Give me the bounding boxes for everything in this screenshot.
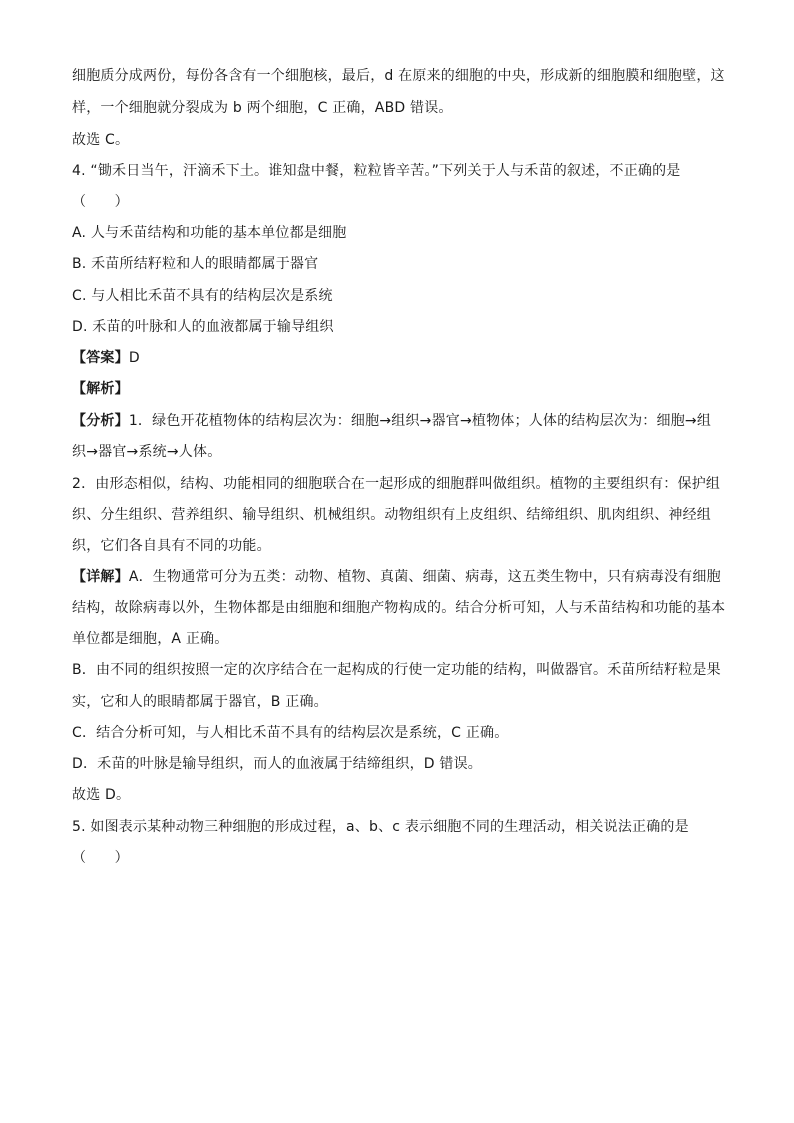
xiangjie-line-3: 单位都是细胞，A 正确。: [72, 631, 229, 647]
fenxi-tag: 【分析】: [72, 413, 129, 429]
prev-conclusion: 故选 C。: [72, 132, 130, 148]
question-5-stem: 5. 如图表示某种动物三种细胞的形成过程，a、b、c 表示细胞不同的生理活动，相关说法正确的是: [72, 819, 689, 835]
analysis-heading: [72, 379, 129, 399]
fenxi-line-2: 织→器官→系统→人体。: [72, 444, 222, 460]
question-4-option-a: A. 人与禾苗结构和功能的基本单位都是细胞: [72, 225, 347, 241]
answer-line: [72, 348, 140, 368]
prev-analysis-line-1: 细胞质分成两份，每份各含有一个细胞核，最后，d 在原来的细胞的中央，形成新的细胞膜和细胞壁，这: [72, 68, 725, 84]
question-4-stem: 4. “锄禾日当午，汗滴禾下土。谁知盘中餐，粒粒皆辛苦。”下列关于人与禾苗的叙述，不正确的是: [72, 163, 681, 179]
analysis-tag: 【解析】: [72, 381, 129, 397]
detail-d-line: D．禾苗的叶脉是输导组织，而人的血液属于结缔组织，D 错误。: [72, 756, 483, 772]
xiangjie-line-2: 结构，故除病毒以外，生物体都是由细胞和细胞产物构成的。结合分析可知，人与禾苗结构和功能的基本: [72, 600, 726, 616]
fenxi-text-1: 1．绿色开花植物体的结构层次为：细胞→组织→器官→植物体；人体的结构层次为：细胞→组: [128, 413, 712, 429]
xiangjie-text-1: A．生物通常可分为五类：动物、植物、真菌、细菌、病毒，这五类生物中，只有病毒没有细胞: [128, 569, 721, 585]
answer-tag: 【答案】: [72, 350, 129, 366]
xiangjie-tag: 【详解】: [72, 569, 129, 585]
answer-value: D: [128, 350, 140, 366]
detail-b-line-1: B．由不同的组织按照一定的次序结合在一起构成的行使一定功能的结构，叫做器官。禾苗所结籽粒是果: [72, 662, 721, 678]
question-4-option-c: C. 与人相比禾苗不具有的结构层次是系统: [72, 288, 333, 304]
question-4-conclusion: 故选 D。: [72, 787, 131, 803]
question-4-option-b: B. 禾苗所结籽粒和人的眼睛都属于器官: [72, 256, 319, 272]
xiangjie-line-1: [72, 567, 721, 587]
question-4-option-d: D. 禾苗的叶脉和人的血液都属于输导组织: [72, 319, 334, 335]
fenxi-line-5: 织，它们各自具有不同的功能。: [72, 538, 271, 554]
question-5-bracket: （ ）: [72, 850, 129, 866]
fenxi-line-3: 2．由形态相似，结构、功能相同的细胞联合在一起形成的细胞群叫做组织。植物的主要组织有：保护组: [72, 476, 721, 492]
detail-c-line: C．结合分析可知，与人相比禾苗不具有的结构层次是系统，C 正确。: [72, 725, 509, 741]
prev-analysis-line-2: 样，一个细胞就分裂成为 b 两个细胞，C 正确，ABD 错误。: [72, 100, 453, 116]
fenxi-line-1: [72, 411, 711, 431]
question-4-bracket: （ ）: [72, 194, 129, 210]
detail-b-line-2: 实，它和人的眼睛都属于器官，B 正确。: [72, 694, 328, 710]
fenxi-line-4: 织、分生组织、营养组织、输导组织、机械组织。动物组织有上皮组织、结缔组织、肌肉组织、神经组: [72, 507, 711, 523]
